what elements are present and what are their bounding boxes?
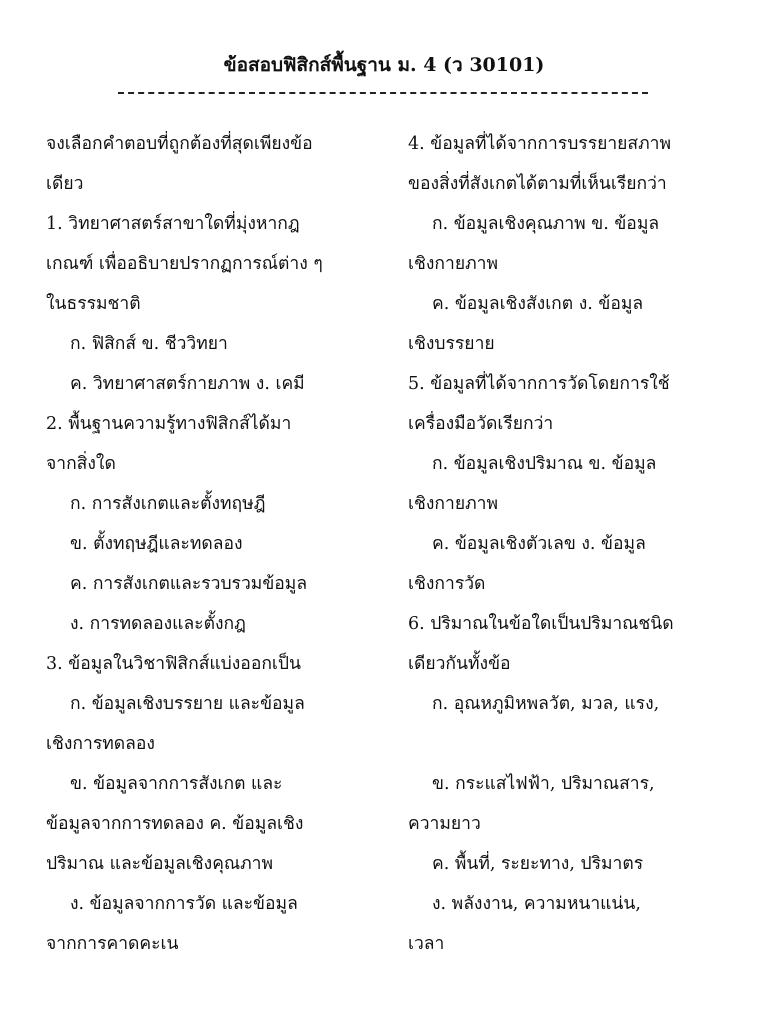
text-line: ก. ข้อมูลเชิงคุณภาพ ข. ข้อมูล bbox=[432, 214, 660, 234]
text-line: ง. การทดลองและตั้งกฎ bbox=[70, 614, 246, 634]
text-line: เชิงกายภาพ bbox=[408, 254, 498, 274]
text-line: ง. ข้อมูลจากการวัด และข้อมูล bbox=[70, 894, 298, 914]
text-line: จงเลือกคำตอบที่ถูกต้องที่สุดเพียงข้อ bbox=[46, 134, 313, 154]
text-line: เชิงบรรยาย bbox=[408, 334, 495, 354]
text-line: 4. ข้อมูลที่ได้จากการบรรยายสภาพ bbox=[408, 134, 672, 154]
text-line: ก. การสังเกตและตั้งทฤษฎี bbox=[70, 494, 266, 514]
text-line: 6. ปริมาณในข้อใดเป็นปริมาณชนิด bbox=[408, 614, 674, 634]
text-line: ค. วิทยาศาสตร์กายภาพ ง. เคมี bbox=[70, 374, 305, 394]
text-line: เกณฑ์ เพื่ออธิบายปรากฏการณ์ต่าง ๆ bbox=[46, 254, 323, 274]
text-line: 3. ข้อมูลในวิชาฟิสิกส์แบ่งออกเป็น bbox=[46, 654, 301, 674]
text-line: ในธรรมชาติ bbox=[46, 294, 141, 314]
text-line: ข้อมูลจากการทดลอง ค. ข้อมูลเชิง bbox=[46, 814, 304, 834]
text-line: ก. ข้อมูลเชิงปริมาณ ข. ข้อมูล bbox=[432, 454, 657, 474]
text-line: เวลา bbox=[408, 934, 445, 954]
text-line: เชิงการทดลอง bbox=[46, 734, 155, 754]
text-line: 2. พื้นฐานความรู้ทางฟิสิกส์ได้มา bbox=[46, 414, 292, 434]
text-line: ข. ตั้งทฤษฎีและทดลอง bbox=[70, 534, 243, 554]
text-line: ค. พื้นที่, ระยะทาง, ปริมาตร bbox=[432, 854, 644, 874]
text-line: ปริมาณ และข้อมูลเชิงคุณภาพ bbox=[46, 854, 274, 874]
text-line: เชิงการวัด bbox=[408, 574, 486, 594]
text-line bbox=[408, 724, 728, 764]
text-line: เครื่องมือวัดเรียกว่า bbox=[408, 414, 554, 434]
text-line: ก. ข้อมูลเชิงบรรยาย และข้อมูล bbox=[70, 694, 305, 714]
page-title: ข้อสอบฟิสิกส์พื้นฐาน ม. 4 (ว 30101) bbox=[223, 54, 545, 76]
text-line: 5. ข้อมูลที่ได้จากการวัดโดยการใช้ bbox=[408, 374, 670, 394]
text-line: จากสิ่งใด bbox=[46, 454, 116, 474]
text-line: ข. กระแสไฟฟ้า, ปริมาณสาร, bbox=[432, 774, 655, 794]
text-line: เดียวกันทั้งข้อ bbox=[408, 654, 511, 674]
text-line: ก. อุณหภูมิหพลวัต, มวล, แรง, bbox=[432, 694, 660, 714]
left-column bbox=[46, 124, 376, 964]
text-line: 1. วิทยาศาสตร์สาขาใดที่มุ่งหากฎ bbox=[46, 214, 300, 234]
text-line: เดียว bbox=[46, 174, 84, 194]
text-line: จากการคาดคะเน bbox=[46, 934, 179, 954]
text-line: ค. ข้อมูลเชิงสังเกต ง. ข้อมูล bbox=[432, 294, 644, 314]
right-column bbox=[408, 124, 728, 964]
text-line: ของสิ่งที่สังเกตได้ตามที่เห็นเรียกว่า bbox=[408, 174, 667, 194]
text-line: ก. ฟิสิกส์ ข. ชีววิทยา bbox=[70, 334, 228, 354]
text-line: ค. การสังเกตและรวบรวมข้อมูล bbox=[70, 574, 308, 594]
text-line: ความยาว bbox=[408, 814, 481, 834]
dashed-divider bbox=[118, 92, 648, 94]
text-line: ค. ข้อมูลเชิงตัวเลข ง. ข้อมูล bbox=[432, 534, 646, 554]
text-line: ง. พลังงาน, ความหนาแน่น, bbox=[432, 894, 641, 914]
text-line: เชิงกายภาพ bbox=[408, 494, 498, 514]
text-line: ข. ข้อมูลจากการสังเกต และ bbox=[70, 774, 283, 794]
